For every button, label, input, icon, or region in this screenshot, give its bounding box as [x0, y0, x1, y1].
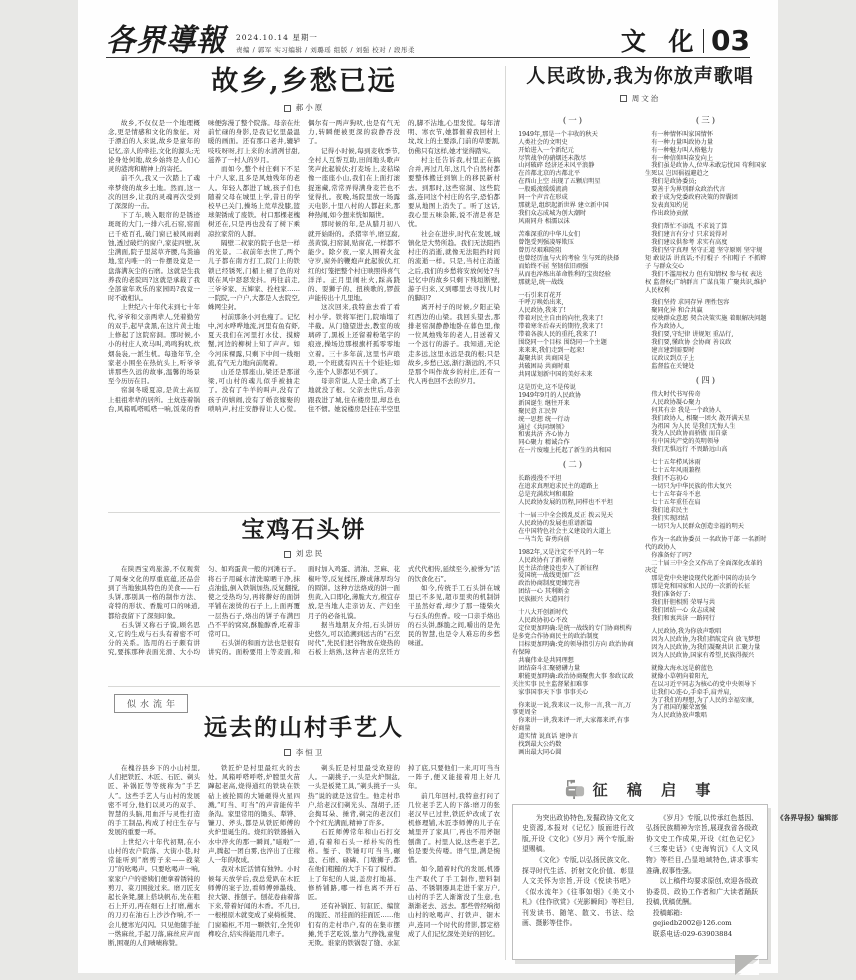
article-hometown-byline: 郝小原 — [108, 102, 500, 113]
mailbox-icon — [563, 779, 587, 799]
newspaper-logo: 各界導報 — [106, 22, 227, 58]
article-stone-cake-body: 在陕西宝鸡旅游,不仅观赏了周秦文化的厚重底蕴,还品尝到了当地独具特色的美食——石头饼,那别具一格的制作方法、奇特的形状、香脆可口的味道,都给我留下了深刻印象。 石头饼又称石子馍,顾名思义,它的生成与石头有着密不可分的关系。选用的石子颇有讲究,要拣那种表面光滑、大小均匀、如鸡蛋黄一般的河滩石子。将石子用碱水清洗晾晒干净,抹点油盐,倒入铁锅加热,反复翻搅,使之受热均匀,再将擀好的面饼平铺在滚烫的石子上,上面再覆一层热石子,烙出的饼子布满凹凸不平的窝窝,酥脆醇香,吃着非常可口。 石头饼的和面方法也是很有讲究的。面粉要用上等麦面,和面时加入鸡蛋、清油、芝麻、花椒叶等,反复揉压,擀成薄厚均匀的圆饼。这种方法烙成的饼一面焦黄,入口即化,薄脆大方,极宜存放,是当地人走亲访友、产妇坐月子的必备礼馍。 据当地朋友介绍,石头饼历史悠久,可以追溯到远古的“石烹时代”,先民们把谷物放在烧热的石板上焙熟,这种古老的烹饪方式代代相传,延续至今,被誉为“活的饮食化石”。 如今,传统手工石头饼在城里已不多见,超市里卖的机制饼干虽然好看,却少了那一缕柴火与石头的焦香。咬一口亲手烙出的石头饼,酥脆之间,嚼出的是先民的智慧,也是令人难忘的乡愁味道。 — [108, 565, 500, 657]
section-page-block — [620, 24, 750, 57]
notice-title-row — [512, 779, 768, 800]
section-divider — [703, 29, 705, 53]
column-label: 似水流年 — [114, 694, 188, 713]
separator — [108, 512, 500, 513]
page-fold-decoration-inner — [739, 959, 759, 975]
date-line: 2024.10.14 星期一 — [236, 33, 318, 42]
article-hometown-title: 故乡,乡愁已远 — [211, 66, 397, 97]
article-stone-cake-title: 宝鸡石头饼 — [241, 516, 367, 544]
right-region — [512, 62, 838, 960]
notice-box — [512, 804, 838, 960]
byline-square-icon — [284, 551, 291, 558]
staff-line: 责编 / 郭军 实习编辑 / 刘璐瑶 组版 / 刘强 校对 / 段彤柔 — [236, 46, 416, 54]
section-name: 文 化 — [620, 26, 701, 56]
poem-byline: 周文治 — [512, 93, 768, 104]
byline-square-icon — [284, 105, 291, 112]
masthead — [106, 24, 750, 58]
masthead-meta — [236, 32, 415, 57]
article-craftsmen — [108, 691, 500, 979]
article-stone-cake-byline: 刘忠民 — [108, 548, 500, 559]
byline-square-icon — [620, 95, 627, 102]
page-number: 03 — [711, 24, 750, 57]
newspaper-page — [78, 0, 838, 973]
left-region — [108, 62, 500, 980]
notice-phone: 联系电话:029-63903884 — [652, 929, 733, 938]
separator — [108, 686, 500, 687]
article-stone-cake — [108, 517, 500, 681]
article-hometown-body: 故乡,不仅仅是一个地理概念,更是情感和文化的象征。对于漂泊的人来说,故乡是童年的记忆,亲人的牵挂,文化的源头;无论身处何地,故乡始终是人们心灵的港湾和精神上的寄托。 前不久,我又一次踏上了魂牵梦绕的故乡土地。然而,这一次的回乡,让我的灵魂再次受到了深深的一击。 下了车,映入眼帘的是锈迹斑斑的大门,一排六孔石窑,窑面已千疮百孔,破门窗已被风雨剥蚀,透过破烂的窗户,家徒四壁,灰尘满面,院子里蒿草齐腰,鸟粪遍地,室内唯一的一件摆设竟是一盘落满灰尘的石磨。这就是生我养我的老院吗?这就是承载了我全部童年欢乐的家园吗?我竟一时不敢相认。 上世纪六十年代末到七十年代,爷爷和父亲两辈人,凭着勤劳的双手,起早贪黑,在这片黄土地上修起了这院窑洞。那时候,小小的村庄人欢马叫,鸡鸣狗吠,炊烟袅袅,一派生机。每逢年节,全家老小围坐在热炕头上,听爷爷讲那些久远的故事,温馨的场景至今历历在目。 窑洞冬暖夏凉,是黄土高原上祖祖辈辈的居所。土炕连着锅台,风箱呱嗒呱嗒一响,饭菜的香味便弥漫了整个院落。母亲在灶前忙碌的身影,是我记忆里最温暖的画面。还有那口老井,辘轳吱吱呀呀,打上来的水清冽甘甜,滋养了一村人的岁月。 而如今,整个村庄剩下不足十户人家,且多是风烛残年的老人。年轻人都进了城,孩子们也随着父母在城里上学,昔日的学校早已关门,操场上荒草没膝,篮球架锈成了废铁。村口那棵老槐树还在,只是再也没有了树下乘凉拉家常的人群。 隔壁二叔家的院子也是一样的光景。二叔前年去世了,两个儿子都在南方打工,院门上的铁锁已经锈死,门楣上褪了色的对联在风中瑟瑟发抖。再往前走,三爷爷家、五婶家、拴柱家……一院院,一户户,大都是人去院空,蛛网尘封。 村前那条小河也瘦了。记忆中,河水哗哗地流,河里有鱼有虾,夏天我们在河里打水仗、摸螃蟹,河边的柳树上知了声声。如今河床裸露,只剩下中间一线细流,有气无力地向前爬着。 山还是那座山,梁还是那道梁,可山村的魂儿似乎被抽走了。没有了牛羊的叫声,没有了孩子的嬉闹,没有了婚丧嫁娶的唢呐声,村庄安静得让人心慌。偶尔有一两声狗吠,也是有气无力,转瞬便被更深的寂静吞没了。 记得小时候,每到麦收季节,全村人互帮互助,田间地头歌声笑声此起彼伏;打麦场上,麦秸垛像一座座小山,我们在上面打滚捉迷藏,常常弄得满身麦芒也不觉得扎。夜晚,场院里放一场露天电影,十里八村的人都赶来,那种热闹,如今想来恍如隔世。 那时候的年,是从腊月初八就开始盼的。杀猪宰羊,磨豆腐,蒸黄馍,扫窑洞,贴窗花,一样都不能少。除夕夜,一家人围着火盆守岁,窗外的鞭炮声此起彼伏,红红的灯笼把整个村庄映照得喜气洋洋。正月里闹社火,踩高跷的、耍狮子的、扭秧歌的,锣鼓声能传出十几里地。 这次回来,我特意去看了看村小学。铁将军把门,院墙塌了半截。从门缝望进去,教室的玻璃碎了,黑板上还留着粉笔字的痕迹,操场边那根旗杆孤零零地立着。三十多年前,这里书声琅琅,一个班就有四五十个娃娃;如今,连个人影都见不到了。 母亲常说,人是土命,离了土地就没了根。父亲去世后,母亲跟我进了城,住在楼房里,却总也住不惯。她说楼房是挂在半空里的,脚不沾地,心里发慌。每年清明、寒衣节,她都催着我回村上坟,坟上的土要添,门前的草要割,仿佛只有这样,她才觉得踏实。 村主任告诉我,村里正在搞合并,再过几年,这几个自然村都要整体搬迁到镇上的移民新村去。到那时,这些窑洞、这些院落,连同这个村庄的名字,恐怕都要从地图上消失了。听了这话,我心里五味杂陈,说不清是喜是忧。 社会在进步,时代在发展,城镇化是大势所趋。我们无法阻挡村庄的消逝,就像无法阻挡时间的流逝一样。只是,当村庄消逝之后,我们的乡愁将安放何处?当记忆中的故乡只剩下残垣断壁,游子归来,又到哪里去寻找儿时的脚印? 离开村子的时候,夕阳正染红西边的山梁。我回头望去,那排老窑洞静静地卧在暮色里,像一位风烛残年的老人,目送着又一个远行的游子。我知道,无论走多远,这里永远是我的根;只是故乡,乡愁已远,渐行渐远的,不只是那个叫作故乡的村庄,还有一代人再也回不去的岁月。 — [108, 119, 500, 413]
notice-text: 为突出政协特色,发掘政协文化文史资源,本报对《记忆》版面进行改版,开设《文化》《岁月》两个专版,盼望赐稿。 《文化》专版,以弘扬民族文化、探寻时代生活、折射文化价值、彰显人文关怀为宗旨,开设《悦读书吧》《似水流年》《往事如烟》《美文小札》《佳作欣赏》《光影瞬间》等栏目,刊发读书、随笔、散文、书法、绘画、摄影等佳作。 《岁月》专版,以传承红色基因、弘扬民族精神为宗旨,展现我省各级政协文史工作成果,开设《红色记忆》《三秦史话》《史海钩沉》《人文风物》等栏目,凸显地域特色,讲求事实准确,叙事性强。 以上稿件均要求原创,欢迎各级政协委员、政协工作者和广大读者踊跃投稿,优稿优酬。 投稿邮箱: gejiedb2002@126.com 联系电话:029-63903884 《各界导报》编辑部 — [522, 813, 758, 949]
poem-body — [512, 111, 768, 771]
notice-email-label: 投稿邮箱: — [652, 908, 683, 917]
poem-column-2: (三) 有一种情怀叫家国情怀 有一种力量叫政协力量 有一种魅力叫人格魅力 有一种信仰叫奋发向上 我们虽是政协人,位卑未敢忘忧国 苟利国家生死以 岂因祸福避趋之 我们是政协委员; 要善于为界别群众政治代言 敢于成为党委政府决策的智囊团 发表真知灼见 作出政协贡献 我们帮忙不添乱 不求说了算 我们建言有分寸 只求说得对 我们建议供参考 求实有高度 我们坚守真理 坚守正道 坚守原则 坚守规矩 敢说话 讲真话;不打棍子 不扣帽子 不抓辫子 与群众交心 我们不滥用权力 但有知情权 参与权 表达权 监督权;广纳群言 广谋良策 广聚共识,维护人民权利 我们坚持 求同存异 理性包容 聚同化异 和合共赢 反映群众意愿 契合决策实施 着眼解决问题 作为政协人, 我们要,守纪律 讲规矩 重品行, 我们要,懂政协 会协商 善议政 建言建到需要时 议政议到点子上 监督监在关键处 (四) 伟大时代书写传奇 人民政协凝心聚力 何其有幸 我是一个政协人 我们政协人, 相聚一团火 散开满天星 为祖国 为人民 是我们无悔人生 我为人民政协而骄傲 而自豪 有中国共产党的英明领导 我们无惧远行 不畏路远山高 七十五年栉风沐雨 七十五年风雨兼程 我们不忘初心 一切只为中华民族的伟大复兴 七十五年奋斗不息 七十五年重任在肩 我们追求民主 我们实现团结 一切只为人民群众创造幸福的明天 作为一名政协委员 一名政协干部 一名新时代的政协人 你准备好了吗? 二十届三中全会又作出了全面深化改革的决定 那是党中央建设现代化新中国的动员令 那是党和国家和人民的一次新的长征 我们准备好了: 我们肝胆相照 荣辱与共 我们团结一心 众志成城 我们和衷共济 一路同行 人民政协,我为你放声歌唱 因为人民政协,为我们指航定向 放飞梦想 因为人民政协,为我们凝聚共识 汇聚力量 因为人民政协,国家有希望,民族得振兴 就像大海永远是蔚蓝色 就像小草朝向着阳光, 在以习近平同志为核心的党中央领导下 让我们心连心,手牵手,肩并肩, 为了我们的理想,为了人民的幸福安康, 为了祖国的繁荣富强 为人民政协放声歌唱 — [645, 115, 767, 720]
notice-title: 征 稿 启 事 — [592, 780, 718, 799]
article-craftsmen-body: 在槐谷县乡下的小山村里,人们把铁匠、木匠、石匠、剃头匠、补锅匠等等统称为“手艺人”。这些手艺人与山村的发展密不可分,他们以灵巧的双手、智慧的头脑,用血汗与灵性打造的手工制品,构成了村庄生存与发展的重要一环。 上世纪六十年代初期,在小山村的农户院落、大街小巷,时常能听到“磨剪子来——戗菜刀”的吆喝声。只要吆喝声一响,家家户户的婆姨们便拿着锈钝的剪刀、菜刀围拢过来。磨刀匠支起长条凳,腿上搭块帆布,先在粗石上开刃,再在细石上打磨,蘸水的刀刃在油石上沙沙作响,不一会儿便寒光闪闪。只见他随手扯一绺麻丝,手起刀落,麻丝应声而断,围观的人们啧啧称赞。 铁匠炉是村里最红火的去处。风箱呼嗒呼嗒,炉膛里火苗蹿起老高,烧得通红的铁块在铁砧上被抡圆的大锤砸得火星四溅,“叮当、叮当”的声音能传半条沟。家里常用的锄头、犁铧、镰刀、斧头,都是从铁匠师傅的火炉里诞生的。烧红的铁器插入水中淬火的那一瞬间,“嗞啦”一声,腾起一团白雾,也淬出了庄稼人一年的收成。 我对木匠活情有独钟。小时候每天放学后,我总爱趴在木匠师傅的案子边,看师傅弹墨线、拉大锯、推刨子。刨花卷曲着落下来,带着好闻的木香。不几日,一根根原木就变成了桌椅板凳、门窗箱柜,不用一颗铁钉,全凭卯榫咬合,结实得能用几辈子。 剃头匠是村里最受欢迎的人。一副挑子,一头是火炉铜盆,一头是板凳工具,“剃头挑子一头热”说的就是这营生。他走村串户,给老汉们剃光头、刮胡子,还会掏耳朵、捶背,剃完的老汉们个个红光满面,精神了许多。 石匠师傅常年和山石打交道,有着和石头一样朴实的性格。錾子、铁锤叮叮当当,碾盘、石磨、碌碡、门墩狮子,都在他们粗糙的大手下有了模样。上了年纪的人说,盖房打地基、修桥铺路,哪一样也离不开石匠。 还有补锅匠、钉缸匠、编筐的篾匠、吊挂面的挂面匠……他们有的走村串户,有的在集市摆摊,凭手艺吃饭,靠力气挣钱,童叟无欺。谁家的铁锅裂了缝、水缸掉了底,只要他们一来,叮叮当当一阵子,便又能接着用上好几年。 前几年回村,我特意打问了几位老手艺人的下落:磨刀的张老汉早已过世,铁匠炉改成了农机修理铺,木匠李师傅的儿子在城里开了家具厂,再也不用斧锯刨凿了。村里人说,这些老手艺,怕是要失传喽。语气里,满是惋惜。 如今,随着时代的发展,机器生产取代了手工制作,塑料制品、不锈钢器具走进千家万户,山村的手艺人渐渐没了生意,也渐渐老去、远去。那些曾经响彻山村的吆喝声、打铁声、锯木声,连同一个时代的背影,都定格成了人们记忆深处美好的回忆。 — [108, 763, 500, 948]
poem-title: 人民政协,我为你放声歌唱 — [526, 65, 754, 87]
article-craftsmen-byline: 李恒卫 — [108, 747, 500, 758]
poem-column-1: (一) 1949年,那是一个丰收的秋天 人类社会的文明史 开始进入一个新纪元 尽管战争的硝烟还未散尽 山河破碎 经济还未风平浪静 在首都北京的古都北平 在西山上空 出现了五颗启明星 一股暖流缓缓流淌 同一个声音在形成 那就是,组织起新世界 建立新中国 我们众志成城为创大潮时 风雨同舟 相濡以沫 苦难深重的中华儿女们 曾饱受列强凌辱欺压 曾历尽艰难险阻 也曾经历血与火的考验 生与死的抉择 而始终不屈 坚韧依旧顽强 从而也淬炼出革命胜利的宝贵经验 那就是,统一战线 一石引来百花开 千呼万唤始出来, 人民政协,我来了! 带着对民主自由的向往,我来了! 带着寒冬后春天的期待,我来了! 带着各族人民的重托,我来了! 围绕同一个目标 围绕同一个主题 来来来,我们走到一起来! 凝聚共识 共商国是 共破困局 共商时艰 共同谋划新中国的美好未来 这是历史,这不是传说 1949年9月的人民政协 新国诞生 继往开来 聚民意 汇民智 统一思想 统一行动 通过《共同纲领》 和衷共济 齐心协力 同心聚力 精诚合作 在一片废墟上托起了新生的共和国 (二) 长路漫漫不平坦 在追求真理追求民主的道路上 总是充满坎坷和艰险 人民政协发展的历程,同样也不平坦 十一届三中全会拨乱反正 拨云见天 人民政协的发展也重谱新篇 在中国特色社会主义建设的大道上 一马当先 奋勇向前 1982年,又是注定不平凡的一年 人民政协有了新章程 民主法治建设也步入了新征程 爱国统一战线更加广泛 政治协商制度更臻完善 团结一心 其利断金 民族振兴 大道同行 十八大开创新时代 人民政协初心不改 定位更加明确:是统一战线的专门协商机构 是多党合作协商民主的政治制度 目标更加明确:党的领导指引方向 政治协商有保障 共襄伟业是共同理想 团结奋斗汇聚磅礴力量 职能更加明确:政治协商聚焦大事 参政议政关注实事 民主监督紧扣难事 家事国事天下事 事事关心 你来说一说,我来议一议,你一言,我一言,万事更周全 你来讲一讲,我来评一评,大家都来评,有事好商量 道实情 说真话 建诤言 找到最大公约数 画出最大同心圆 — [512, 115, 634, 757]
article-craftsmen-title: 远去的山村手艺人 — [204, 714, 404, 742]
notice-signature: 《各界导报》编辑部 — [776, 813, 838, 822]
vertical-column-divider — [505, 66, 506, 960]
byline-square-icon — [284, 749, 291, 756]
submission-notice — [512, 779, 838, 960]
article-hometown — [108, 66, 500, 507]
notice-email: gejiedb2002@126.com — [652, 919, 732, 928]
